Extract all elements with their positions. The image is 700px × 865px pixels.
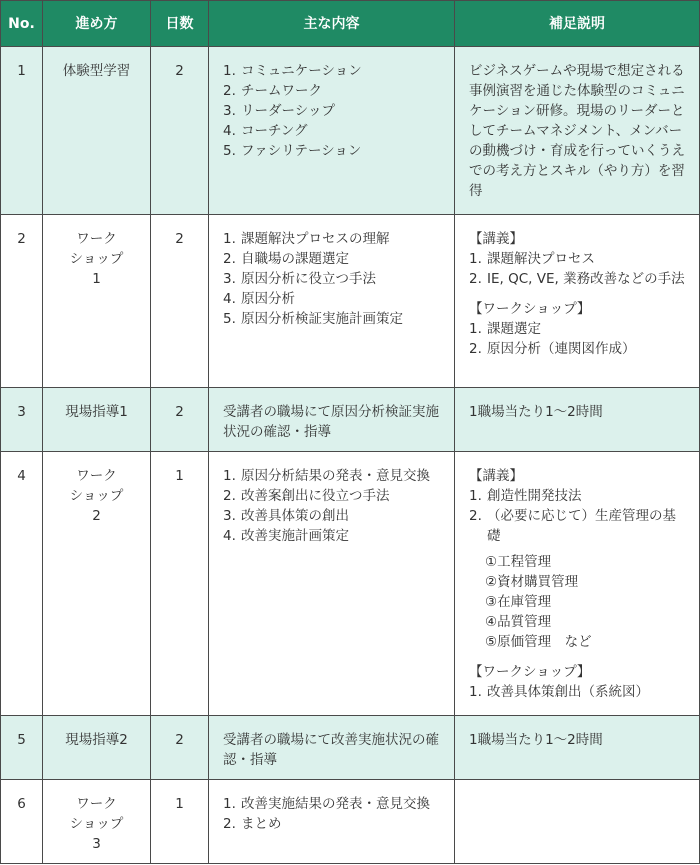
note-cell	[455, 215, 700, 388]
content-cell	[209, 716, 455, 780]
content-item: 1. 改善実施結果の発表・意見交換	[223, 796, 430, 812]
mgmt-item: ③在庫管理	[485, 594, 552, 610]
content-item: 2. まとめ	[223, 816, 282, 832]
method-text: 2	[92, 508, 101, 524]
method-text: 3	[92, 836, 101, 852]
method-cell	[43, 388, 151, 452]
content-item: 4. 改善実施計画策定	[223, 528, 349, 544]
workshop-item: 2. 原因分析（連関図作成）	[469, 341, 636, 357]
content-cell	[209, 388, 455, 452]
days-cell: 2	[151, 215, 209, 388]
content-text: 受講者の職場にて原因分析検証実施状況の確認・指導	[223, 404, 439, 440]
content-item: 1. 原因分析結果の発表・意見交換	[223, 468, 430, 484]
method-cell	[43, 452, 151, 716]
row-number: 3	[1, 388, 43, 452]
method-text: 現場指導1	[65, 404, 128, 420]
method-cell	[43, 215, 151, 388]
days-cell: 2	[151, 716, 209, 780]
content-cell	[209, 215, 455, 388]
days-cell: 1	[151, 452, 209, 716]
note-cell	[455, 388, 700, 452]
content-item: 1. 課題解決プロセスの理解	[223, 231, 390, 247]
content-text: 受講者の職場にて改善実施状況の確認・指導	[223, 732, 439, 768]
header-note: 補足説明	[455, 1, 700, 47]
table-row	[1, 388, 700, 452]
lecture-item: 2. IE, QC, VE, 業務改善などの手法	[469, 271, 685, 287]
lecture-item: 2. （必要に応じて）生産管理の基礎	[469, 508, 676, 544]
method-text: 体験型学習	[62, 63, 131, 79]
method-text: ショップ	[69, 251, 124, 267]
days-cell: 2	[151, 47, 209, 215]
mgmt-item: ④品質管理	[485, 614, 552, 630]
content-item: 5. 原因分析検証実施計画策定	[223, 311, 403, 327]
header-row	[1, 1, 700, 47]
workshop-item: 1. 課題選定	[469, 321, 541, 337]
note-text: ビジネスゲームや現場で想定される事例演習を通じた体験型のコミュニケーション研修。現場のリーダーとしてチームマネジメント、メンバーの動機づけ・育成を行っていくうえでの考え方とスキル（やり方）を習得	[469, 63, 685, 199]
method-text: 1	[92, 271, 101, 287]
row-number: 6	[1, 780, 43, 864]
note-cell	[455, 780, 700, 864]
lecture-item: 1. 課題解決プロセス	[469, 251, 595, 267]
header-content: 主な内容	[209, 1, 455, 47]
note-text: 1職場当たり1～2時間	[469, 404, 603, 420]
table-row	[1, 215, 700, 388]
lecture-title: 【講義】	[469, 231, 523, 247]
mgmt-item: ①工程管理	[485, 554, 552, 570]
method-cell	[43, 780, 151, 864]
row-number: 5	[1, 716, 43, 780]
days-cell: 2	[151, 388, 209, 452]
content-item: 4. コーチング	[223, 123, 308, 139]
mgmt-item: ②資材購買管理	[485, 574, 579, 590]
content-cell	[209, 47, 455, 215]
header-no: No.	[1, 1, 43, 47]
method-cell	[43, 47, 151, 215]
content-item: 2. 改善案創出に役立つ手法	[223, 488, 390, 504]
content-item: 3. 改善具体策の創出	[223, 508, 349, 524]
header-method: 進め方	[43, 1, 151, 47]
content-cell	[209, 452, 455, 716]
table-row	[1, 47, 700, 215]
production-management-list	[485, 552, 689, 652]
table-row	[1, 452, 700, 716]
row-number: 4	[1, 452, 43, 716]
method-text: ワーク	[76, 468, 117, 484]
header-days: 日数	[151, 1, 209, 47]
method-text: ワーク	[76, 231, 117, 247]
method-text: 現場指導2	[65, 732, 128, 748]
note-cell	[455, 452, 700, 716]
days-cell: 1	[151, 780, 209, 864]
content-item: 4. 原因分析	[223, 291, 295, 307]
content-item: 2. チームワーク	[223, 83, 322, 99]
content-item: 5. ファシリテーション	[223, 143, 362, 159]
note-cell	[455, 47, 700, 215]
method-text: ショップ	[69, 816, 124, 832]
workshop-item: 1. 改善具体策創出（系統図）	[469, 684, 649, 700]
lecture-item: 1. 創造性開発技法	[469, 488, 582, 504]
row-number: 1	[1, 47, 43, 215]
mgmt-item: ⑤原価管理 など	[485, 634, 592, 650]
note-cell	[455, 716, 700, 780]
note-text: 1職場当たり1～2時間	[469, 732, 603, 748]
lecture-title: 【講義】	[469, 468, 523, 484]
content-item: 2. 自職場の課題選定	[223, 251, 349, 267]
content-item: 3. 原因分析に役立つ手法	[223, 271, 376, 287]
row-number: 2	[1, 215, 43, 388]
method-cell	[43, 716, 151, 780]
method-text: ワーク	[76, 796, 117, 812]
method-text: ショップ	[69, 488, 124, 504]
table-row	[1, 716, 700, 780]
table-row	[1, 780, 700, 864]
content-item: 3. リーダーシップ	[223, 103, 335, 119]
workshop-title: 【ワークショップ】	[469, 664, 591, 680]
workshop-title: 【ワークショップ】	[469, 301, 591, 317]
content-item: 1. コミュニケーション	[223, 63, 362, 79]
content-cell	[209, 780, 455, 864]
